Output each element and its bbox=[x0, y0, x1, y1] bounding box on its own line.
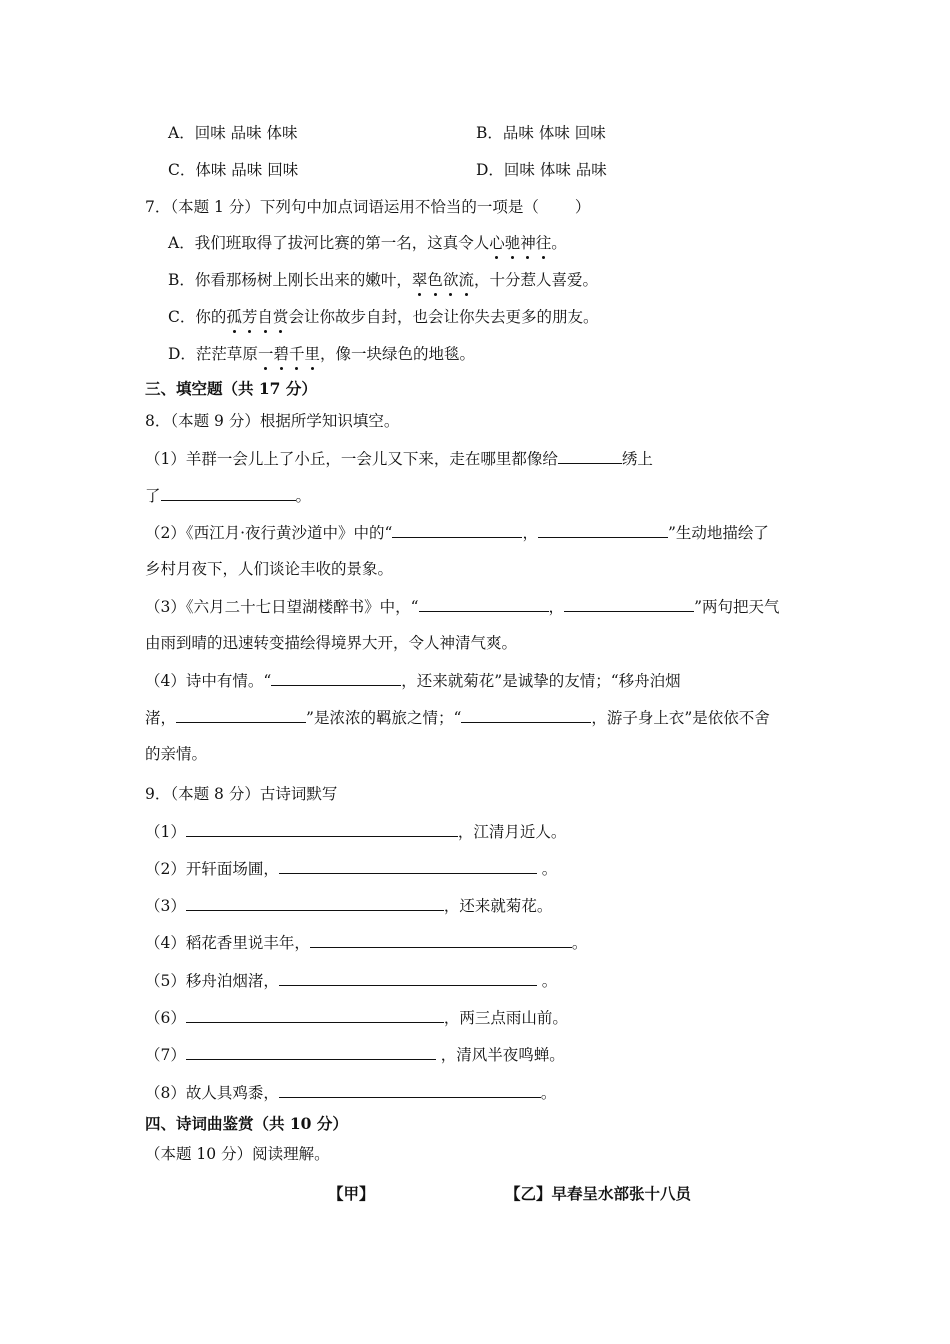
dotted-char: 流 bbox=[458, 271, 474, 289]
q9-item-6 bbox=[145, 1007, 568, 1028]
q8-stem: 8．（本题 9 分）根据所学知识填空。 bbox=[145, 412, 400, 430]
dotted-char: 里 bbox=[304, 345, 320, 363]
poem-a-title: 【甲】 bbox=[328, 1184, 375, 1203]
q8-p1-text: 了 bbox=[145, 487, 161, 505]
q8-part-1-line-1 bbox=[145, 448, 653, 469]
q7-stem-text: 7．（本题 1 分）下列句中加点词语运用不恰当的一项是（ bbox=[145, 198, 539, 216]
q9-item-suffix: ，江清月近人。 bbox=[457, 823, 567, 841]
q9-item-suffix: 。 bbox=[536, 860, 558, 878]
q7-d-post: ，像一块绿色的地毯。 bbox=[320, 345, 476, 363]
q6-option-a: A．回味 品味 体味 bbox=[168, 124, 298, 142]
q8-p3-text: ”两句把天气 bbox=[694, 598, 780, 616]
q7-option-a bbox=[168, 233, 567, 253]
dotted-char: 神 bbox=[520, 234, 536, 252]
dotted-char: 芳 bbox=[241, 308, 258, 326]
dotted-char: 碧 bbox=[273, 345, 289, 363]
q7-stem-close: ） bbox=[574, 198, 591, 216]
q6-option-c: C．体味 品味 回味 bbox=[168, 161, 299, 179]
q8-part-4-line-1 bbox=[145, 670, 681, 691]
q6-option-d: D．回味 体味 品味 bbox=[476, 161, 607, 179]
q9-item-3 bbox=[145, 895, 552, 916]
q8-p1-text: 绣上 bbox=[621, 450, 653, 468]
q9-item-prefix: （6） bbox=[145, 1009, 186, 1027]
q8-p3-text: ， bbox=[548, 598, 565, 616]
q8-p4-text: ，游子身上衣”是依依不舍 bbox=[591, 709, 770, 727]
q9-item-7 bbox=[145, 1044, 565, 1065]
q7-c-pre: C．你的 bbox=[168, 308, 227, 326]
q8-p4-text: ”是浓浓的羁旅之情；“ bbox=[306, 709, 462, 727]
q6-option-b: B．品味 体味 回味 bbox=[476, 124, 606, 142]
q9-item-1 bbox=[145, 821, 566, 842]
q8-p3-text: （3）《六月二十七日望湖楼醉书》中，“ bbox=[145, 598, 419, 616]
q8-part-3-line-1 bbox=[145, 596, 780, 617]
dotted-char: 孤 bbox=[226, 308, 242, 326]
dotted-char: 心 bbox=[489, 234, 505, 252]
answer-blank[interactable] bbox=[271, 670, 401, 686]
q9-item-prefix: （7） bbox=[145, 1046, 186, 1064]
q8-p1-text: 。 bbox=[295, 487, 312, 505]
q8-p1-text: （1）羊群一会儿上了小丘，一会儿又下来，走在哪里都像给 bbox=[145, 450, 558, 468]
q8-p2-text: （2）《西江月·夜行黄沙道中》中的“ bbox=[145, 524, 393, 542]
dotted-char: 色 bbox=[427, 271, 443, 289]
answer-blank[interactable] bbox=[176, 707, 306, 723]
answer-blank[interactable] bbox=[186, 895, 444, 911]
q9-item-suffix: ，还来就菊花。 bbox=[443, 897, 553, 915]
q9-item-8 bbox=[145, 1082, 556, 1103]
q7-a-post: 。 bbox=[551, 234, 567, 252]
q9-stem: 9．（本题 8 分）古诗词默写 bbox=[145, 785, 338, 803]
q9-item-suffix: 。 bbox=[536, 972, 558, 990]
q8-part-3-line-2: 由雨到晴的迅速转变描绘得境界大开，令人神清气爽。 bbox=[145, 634, 518, 652]
answer-blank[interactable] bbox=[310, 932, 572, 948]
q9-item-prefix: （8）故人具鸡黍， bbox=[145, 1084, 279, 1102]
q10-stem: （本题 10 分）阅读理解。 bbox=[145, 1145, 330, 1163]
dotted-char: 驰 bbox=[504, 234, 521, 252]
answer-blank[interactable] bbox=[392, 522, 522, 538]
q7-c-post: 会让你故步自封，也会让你失去更多的朋友。 bbox=[288, 308, 599, 326]
q8-part-2-line-2: 乡村月夜下，人们谈论丰收的景象。 bbox=[145, 560, 394, 578]
q9-item-suffix: 。 bbox=[540, 1084, 557, 1102]
q9-item-prefix: （5）移舟泊烟渚， bbox=[145, 972, 279, 990]
dotted-char: 自 bbox=[257, 308, 273, 326]
q8-part-2-line-1 bbox=[145, 522, 769, 543]
q9-item-prefix: （3） bbox=[145, 897, 186, 915]
poem-b-title: 【乙】早春呈水部张十八员 bbox=[505, 1184, 692, 1203]
dotted-char: 赏 bbox=[272, 308, 289, 326]
answer-blank[interactable] bbox=[279, 970, 537, 986]
q9-item-2 bbox=[145, 858, 557, 879]
answer-blank[interactable] bbox=[419, 596, 549, 612]
q7-b-pre: B．你看那杨树上刚长出来的嫩叶， bbox=[168, 271, 412, 289]
dotted-char: 欲 bbox=[442, 271, 459, 289]
q8-part-4-line-2 bbox=[145, 707, 770, 728]
q8-p2-text: ”生动地描绘了 bbox=[667, 524, 769, 542]
q9-item-4 bbox=[145, 932, 587, 953]
dotted-char: 千 bbox=[288, 345, 305, 363]
q9-item-prefix: （4）稻花香里说丰年， bbox=[145, 934, 310, 952]
dotted-char: 翠 bbox=[411, 271, 428, 289]
answer-blank[interactable] bbox=[461, 707, 591, 723]
answer-blank[interactable] bbox=[558, 448, 622, 464]
q7-b-post: ，十分惹人喜爱。 bbox=[473, 271, 598, 289]
q8-part-1-line-2 bbox=[145, 485, 311, 506]
q9-item-prefix: （1） bbox=[145, 823, 186, 841]
q9-item-5 bbox=[145, 970, 557, 991]
q7-a-pre: A．我们班取得了拔河比赛的第一名，这真令人 bbox=[168, 234, 490, 252]
q9-item-suffix: ，清风半夜鸣蝉。 bbox=[435, 1046, 565, 1064]
q7-option-b bbox=[168, 270, 598, 290]
q9-item-suffix: ，两三点雨山前。 bbox=[443, 1009, 568, 1027]
dotted-char: 往 bbox=[535, 234, 552, 252]
section-4-title: 四、诗词曲鉴赏（共 10 分） bbox=[145, 1114, 348, 1133]
section-3-title: 三、填空题（共 17 分） bbox=[145, 379, 317, 398]
q8-p4-text: ，还来就菊花”是诚挚的友情；“移舟泊烟 bbox=[401, 672, 681, 690]
answer-blank[interactable] bbox=[538, 522, 668, 538]
answer-blank[interactable] bbox=[279, 1082, 541, 1098]
q7-d-pre: D．茫茫草原 bbox=[168, 345, 258, 363]
answer-blank[interactable] bbox=[279, 858, 537, 874]
q7-stem bbox=[145, 197, 590, 217]
dotted-char: 一 bbox=[257, 345, 274, 363]
q8-part-4-line-3: 的亲情。 bbox=[145, 745, 208, 763]
answer-blank[interactable] bbox=[186, 1007, 444, 1023]
answer-blank[interactable] bbox=[186, 1044, 436, 1060]
q7-option-c bbox=[168, 307, 598, 327]
q7-option-d bbox=[168, 344, 475, 364]
answer-blank[interactable] bbox=[161, 485, 296, 501]
answer-blank[interactable] bbox=[186, 821, 458, 837]
q8-p2-text: ， bbox=[522, 524, 538, 542]
answer-blank[interactable] bbox=[564, 596, 694, 612]
q9-item-suffix: 。 bbox=[571, 934, 588, 952]
q9-item-prefix: （2）开轩面场圃， bbox=[145, 860, 279, 878]
q8-p4-text: 渚， bbox=[145, 709, 177, 727]
q8-p4-text: （4）诗中有情。“ bbox=[145, 672, 272, 690]
